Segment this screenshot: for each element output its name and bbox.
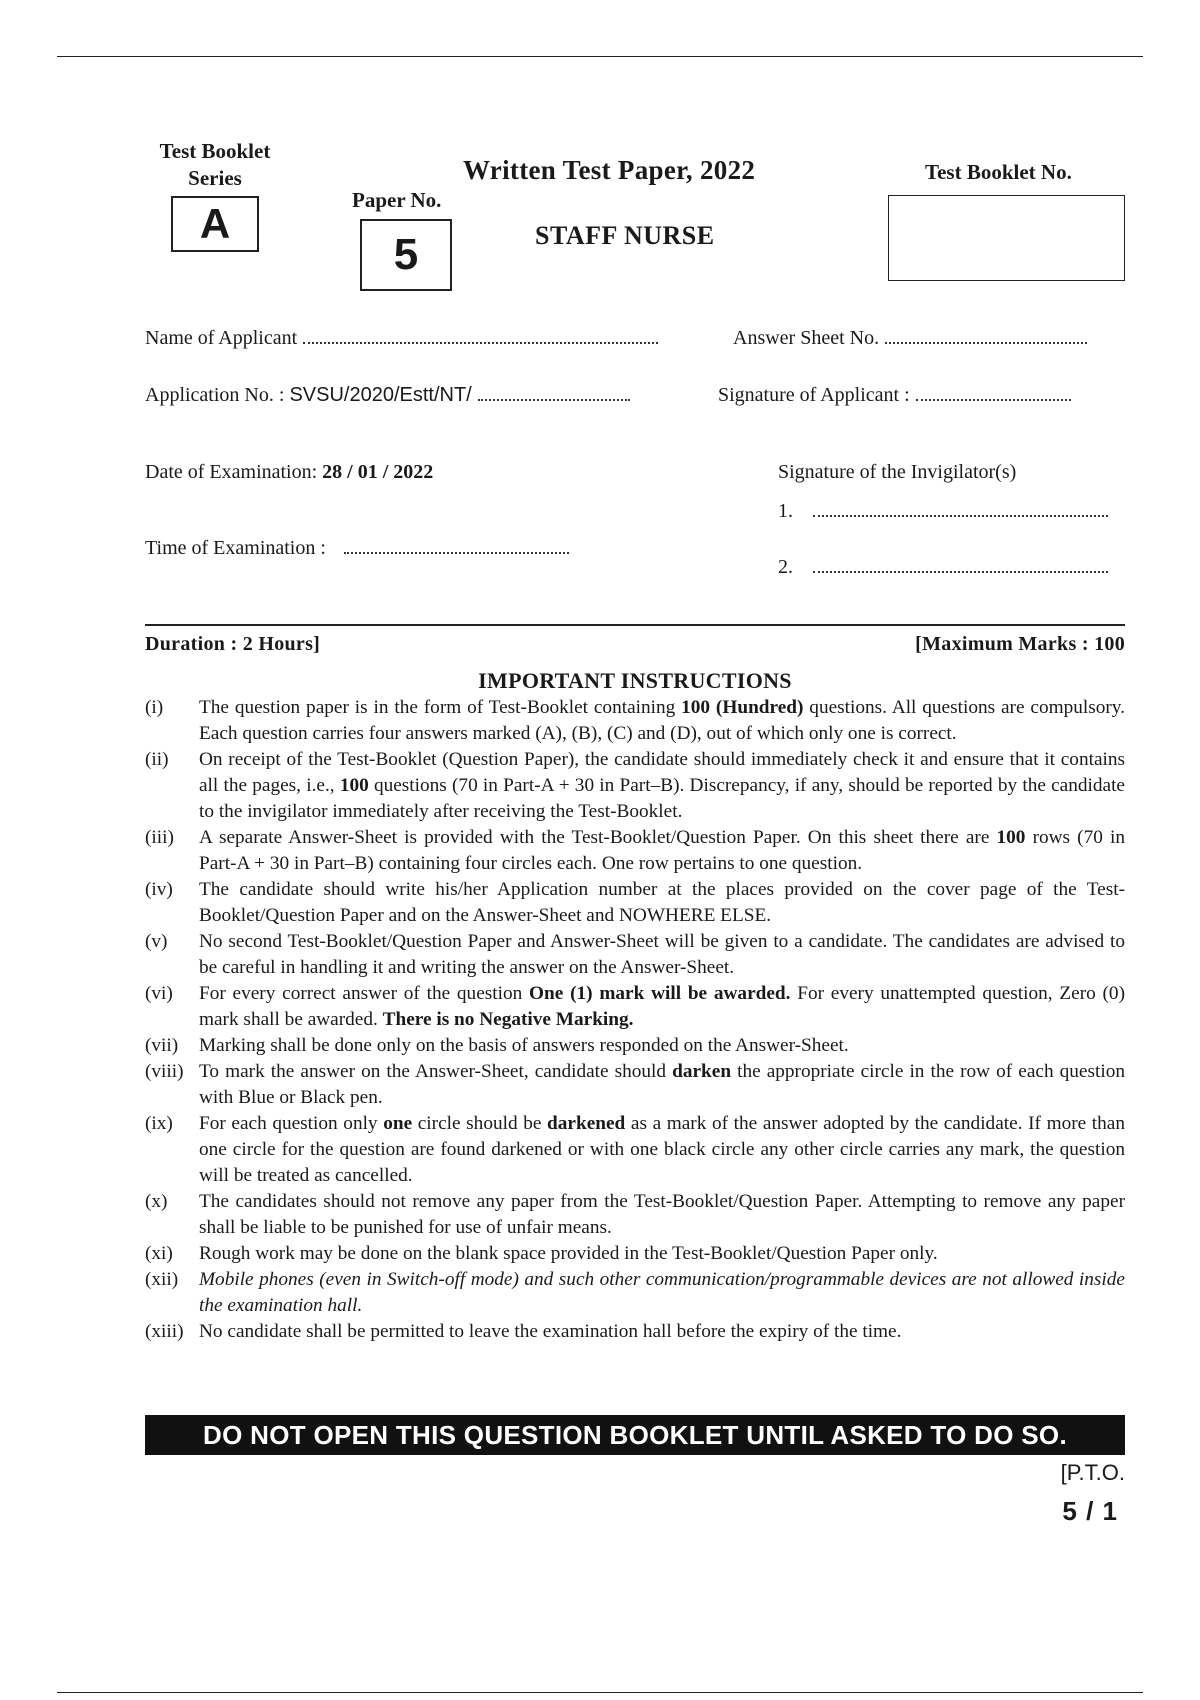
instruction-item [145, 1267, 1125, 1319]
instruction-text: The candidate should write his/her Application number at the places provided on the cover page of the Test-Booklet/Question Paper and on the Answer-Sheet and NOWHERE ELSE. [199, 879, 1125, 926]
instruction-item [145, 825, 1125, 877]
instruction-text: No second Test-Booklet/Question Paper and Answer-Sheet will be given to a candidate. The candidates are advised to be careful in handling it and writing the answer on the Answer-Sheet. [199, 931, 1125, 978]
invigilator-2-dots [813, 571, 1108, 573]
instruction-text: For each question only one circle should be darkened as a mark of the answer adopted by the candidate. If more than one circle for the question are found darkened or with one black circle any other circle carries any mark, the question will be treated as cancelled. [199, 1113, 1126, 1186]
time-label: Time of Examination : [145, 537, 326, 559]
invigilator-label: Signature of the Invigilator(s) [778, 461, 1017, 483]
application-label: Application No. : [145, 384, 285, 406]
instruction-text: Marking shall be done only on the basis of answers responded on the Answer-Sheet. [199, 1035, 849, 1056]
time-field[interactable] [145, 537, 569, 560]
post-title: STAFF NURSE [535, 221, 715, 250]
name-dots [303, 342, 658, 344]
application-value: SVSU/2020/Estt/NT/ [289, 384, 472, 406]
invigilator-1-field[interactable] [778, 500, 1108, 523]
instruction-number: (i) [145, 697, 164, 718]
application-dots [478, 399, 630, 401]
page-title: Written Test Paper, 2022 [463, 155, 756, 185]
instruction-item [145, 981, 1125, 1033]
instruction-number: (vi) [145, 983, 173, 1004]
series-label-line2: Series [188, 166, 242, 190]
instruction-number: (v) [145, 931, 168, 952]
name-label: Name of Applicant [145, 327, 298, 349]
instruction-number: (ix) [145, 1113, 173, 1134]
top-rule [57, 56, 1143, 57]
instruction-number: (iii) [145, 827, 174, 848]
series-label [150, 138, 280, 192]
instruction-number: (xii) [145, 1269, 179, 1290]
date-field [145, 461, 433, 484]
series-box: A [171, 196, 259, 252]
instructions-title: IMPORTANT INSTRUCTIONS [478, 668, 792, 693]
answer-sheet-label: Answer Sheet No. [733, 327, 880, 349]
booklet-no-box[interactable] [888, 195, 1125, 281]
signature-applicant-label: Signature of Applicant : [718, 384, 910, 406]
invigilator-2-field[interactable] [778, 556, 1108, 579]
time-dots [344, 552, 569, 554]
answer-sheet-field[interactable] [733, 327, 1087, 350]
invigilator-2-num: 2. [778, 556, 793, 578]
instruction-item [145, 1319, 1125, 1345]
instruction-number: (xi) [145, 1243, 173, 1264]
instruction-text: Rough work may be done on the blank space provided in the Test-Booklet/Question Paper only. [199, 1243, 938, 1264]
instruction-text: For every correct answer of the question One (1) mark will be awarded. For every unattempted question, Zero (0) mark shall be awarded. There is no Negative Marking. [199, 983, 1125, 1030]
instruction-text: On receipt of the Test-Booklet (Question Paper), the candidate should immediately check it and ensure that it contains all the pages, i.e., 100 questions (70 in Part-A + 30 in Part–B). Discrepancy, if any, should be reported by the candidate to the invigilator immediately after receiving the Test-Booklet. [199, 749, 1125, 822]
application-field[interactable] [145, 384, 630, 407]
instruction-text: A separate Answer-Sheet is provided with the Test-Booklet/Question Paper. On this sheet there are 100 rows (70 in Part-A + 30 in Part–B) containing four circles each. One row pertains to one question. [199, 827, 1126, 874]
date-label: Date of Examination: [145, 461, 318, 483]
instruction-item [145, 1059, 1125, 1111]
instruction-item [145, 1033, 1125, 1059]
instruction-item [145, 1241, 1125, 1267]
bottom-rule [57, 1692, 1143, 1693]
answer-sheet-dots [885, 342, 1087, 344]
instruction-text: No candidate shall be permitted to leave the examination hall before the expiry of the time. [199, 1321, 902, 1342]
instruction-item [145, 877, 1125, 929]
instruction-number: (x) [145, 1191, 168, 1212]
instruction-number: (xiii) [145, 1321, 184, 1342]
instruction-text: The candidates should not remove any paper from the Test-Booklet/Question Paper. Attempting to remove any paper shall be liable to be punished for use of unfair means. [199, 1191, 1125, 1238]
signature-applicant-dots [916, 399, 1071, 401]
invigilator-1-dots [813, 515, 1108, 517]
duration: Duration : 2 Hours] [145, 633, 321, 655]
page-number: 5 / 1 [1062, 1496, 1118, 1526]
instruction-text: Mobile phones (even in Switch-off mode) and such other communication/programmable devices are not allowed inside the examination hall. [199, 1269, 1125, 1316]
invigilator-1-num: 1. [778, 500, 793, 522]
instruction-text: To mark the answer on the Answer-Sheet, candidate should darken the appropriate circle in the row of each question with Blue or Black pen. [199, 1061, 1125, 1108]
instruction-text: The question paper is in the form of Test-Booklet containing 100 (Hundred) questions. All questions are compulsory. Each question carries four answers marked (A), (B), (C) and (D), out of which only one is correct. [199, 697, 1125, 744]
pto-label: [P.T.O. [1060, 1460, 1125, 1485]
series-label-line1: Test Booklet [159, 139, 271, 163]
paper-no-label: Paper No. [352, 188, 442, 212]
booklet-no-label: Test Booklet No. [925, 160, 1072, 184]
instruction-number: (viii) [145, 1061, 184, 1082]
instruction-item [145, 929, 1125, 981]
instruction-number: (vii) [145, 1035, 179, 1056]
instruction-item [145, 695, 1125, 747]
warning-banner: DO NOT OPEN THIS QUESTION BOOKLET UNTIL ASKED TO DO SO. [145, 1415, 1125, 1455]
paper-no-box: 5 [360, 219, 452, 291]
instruction-item [145, 747, 1125, 825]
instruction-item [145, 1189, 1125, 1241]
name-field[interactable] [145, 327, 658, 350]
section-divider [145, 624, 1125, 626]
instructions-list [145, 695, 1125, 1345]
instruction-number: (iv) [145, 879, 173, 900]
max-marks: [Maximum Marks : 100 [915, 633, 1125, 655]
date-value: 28 / 01 / 2022 [322, 461, 434, 483]
signature-applicant-field[interactable] [718, 384, 1071, 407]
instruction-number: (ii) [145, 749, 169, 770]
instruction-item [145, 1111, 1125, 1189]
